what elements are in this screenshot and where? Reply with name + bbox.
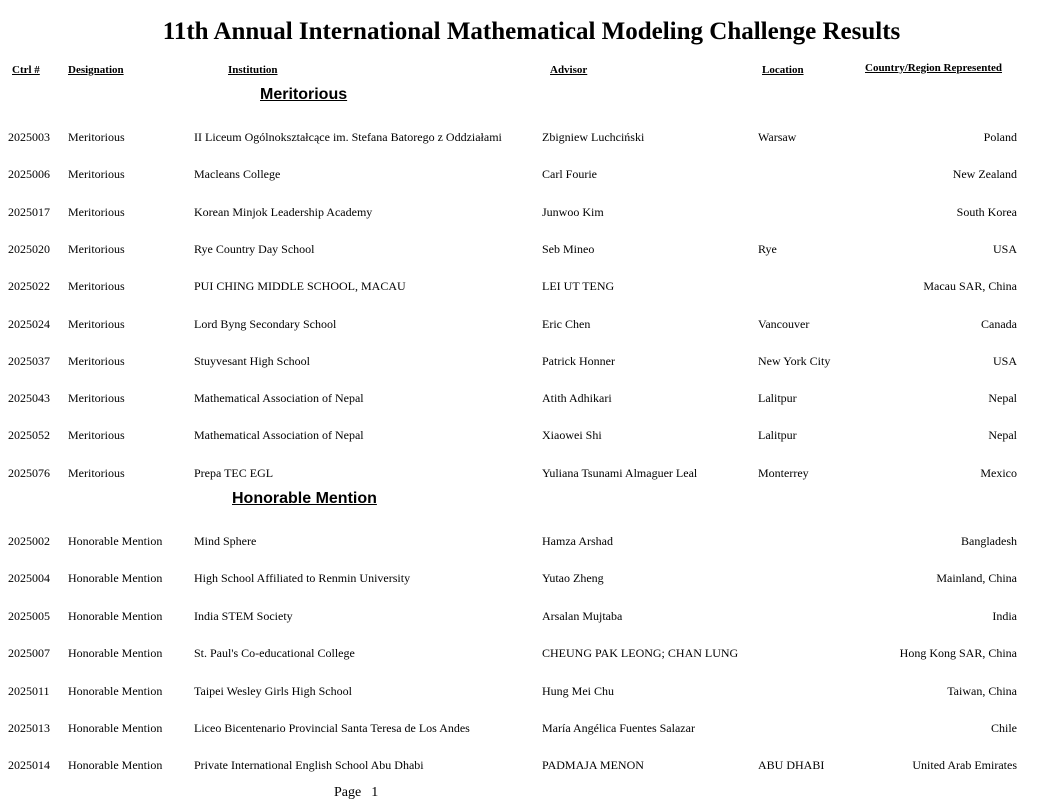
cell-location: Warsaw — [758, 130, 797, 144]
cell-advisor: Arsalan Mujtaba — [542, 608, 623, 623]
header-location: Location — [762, 64, 804, 76]
cell-institution: Liceo Bicentenario Provincial Santa Teresa de Los Andes — [194, 721, 470, 735]
table-row — [0, 466, 1043, 486]
cell-location: Rye — [758, 241, 777, 256]
table-row — [0, 428, 1043, 448]
cell-designation: Meritorious — [68, 391, 125, 406]
cell-ctrl: 2025020 — [8, 241, 50, 256]
cell-location: Lalitpur — [758, 428, 797, 443]
cell-location: Lalitpur — [758, 391, 797, 406]
page-number: 1 — [371, 785, 379, 800]
cell-ctrl: 2025002 — [8, 534, 50, 548]
table-row — [0, 721, 1043, 741]
cell-institution: Macleans College — [194, 167, 281, 182]
cell-advisor: Xiaowei Shi — [542, 428, 602, 443]
table-row — [0, 684, 1043, 704]
cell-advisor: Hamza Arshad — [542, 534, 613, 548]
table-row — [0, 758, 1043, 778]
cell-institution: India STEM Society — [194, 608, 293, 623]
cell-ctrl: 2025024 — [8, 316, 50, 331]
cell-advisor: Hung Mei Chu — [542, 683, 614, 698]
cell-ctrl: 2025013 — [8, 721, 50, 735]
table-row — [0, 354, 1043, 374]
header-designation: Designation — [68, 64, 124, 76]
cell-institution: Stuyvesant High School — [194, 353, 310, 368]
cell-designation: Meritorious — [68, 353, 125, 368]
cell-advisor: Patrick Honner — [542, 353, 615, 368]
cell-location: Vancouver — [758, 316, 810, 331]
cell-advisor: Junwoo Kim — [542, 204, 604, 219]
cell-country: Poland — [983, 130, 1017, 144]
cell-advisor: CHEUNG PAK LEONG; CHAN LUNG — [542, 646, 739, 661]
cell-ctrl: 2025076 — [8, 465, 50, 480]
header-advisor: Advisor — [550, 64, 588, 76]
cell-ctrl: 2025003 — [8, 130, 50, 144]
cell-institution: PUI CHING MIDDLE SCHOOL, MACAU — [194, 279, 406, 294]
cell-country: South Korea — [956, 204, 1017, 219]
cell-advisor: LEI UT TENG — [542, 279, 615, 294]
cell-advisor: PADMAJA MENON — [542, 758, 644, 773]
cell-institution: Prepa TEC EGL — [194, 465, 274, 480]
cell-location: New York City — [758, 353, 831, 368]
cell-advisor: Zbigniew Luchciński — [542, 130, 645, 144]
cell-institution: St. Paul's Co-educational College — [194, 646, 355, 661]
cell-country: United Arab Emirates — [912, 758, 1017, 773]
cell-institution: II Liceum Ogólnokształcące im. Stefana Batorego z Oddziałami — [194, 130, 502, 144]
cell-advisor: Eric Chen — [542, 316, 591, 331]
cell-advisor: Seb Mineo — [542, 241, 595, 256]
cell-country: Mexico — [980, 465, 1017, 480]
cell-location: ABU DHABI — [758, 758, 825, 773]
table-row — [0, 534, 1043, 554]
cell-country: Canada — [981, 316, 1017, 331]
cell-country: USA — [992, 353, 1017, 368]
cell-location: Monterrey — [758, 465, 809, 480]
table-row — [0, 609, 1043, 629]
cell-country: Chile — [991, 721, 1017, 735]
header-institution: Institution — [228, 64, 278, 76]
cell-institution: Taipei Wesley Girls High School — [194, 683, 352, 698]
cell-designation: Honorable Mention — [68, 608, 163, 623]
cell-country: Bangladesh — [961, 534, 1017, 548]
page-label: Page — [334, 785, 362, 800]
cell-advisor: Carl Fourie — [542, 167, 597, 182]
cell-ctrl: 2025014 — [8, 758, 50, 773]
cell-designation: Honorable Mention — [68, 571, 163, 586]
cell-designation: Honorable Mention — [68, 683, 163, 698]
cell-designation: Meritorious — [68, 465, 125, 480]
cell-institution: Lord Byng Secondary School — [194, 316, 337, 331]
cell-designation: Meritorious — [68, 428, 125, 443]
table-row — [0, 391, 1043, 411]
cell-ctrl: 2025006 — [8, 167, 50, 182]
cell-ctrl: 2025037 — [8, 353, 50, 368]
cell-designation: Honorable Mention — [68, 534, 163, 548]
cell-country: Nepal — [988, 391, 1017, 406]
cell-ctrl: 2025005 — [8, 608, 50, 623]
cell-advisor: Atith Adhikari — [542, 391, 612, 406]
cell-country: New Zealand — [952, 167, 1017, 182]
page-title: 11th Annual International Mathematical Modeling Challenge Results — [162, 18, 901, 45]
cell-advisor: María Angélica Fuentes Salazar — [542, 721, 695, 735]
cell-ctrl: 2025017 — [8, 204, 50, 219]
cell-ctrl: 2025011 — [8, 683, 50, 698]
section-heading-meritorious: Meritorious — [260, 86, 348, 103]
table-row — [0, 242, 1043, 262]
table-row — [0, 279, 1043, 299]
cell-institution: Korean Minjok Leadership Academy — [194, 204, 373, 219]
cell-country: Hong Kong SAR, China — [899, 646, 1017, 661]
cell-designation: Meritorious — [68, 279, 125, 294]
cell-advisor: Yutao Zheng — [542, 571, 604, 586]
cell-country: Mainland, China — [936, 571, 1017, 586]
section-heading-honorable-mention: Honorable Mention — [232, 490, 377, 507]
cell-country: USA — [992, 241, 1017, 256]
cell-designation: Meritorious — [68, 204, 125, 219]
cell-institution: Mathematical Association of Nepal — [194, 391, 364, 406]
cell-designation: Honorable Mention — [68, 721, 163, 735]
cell-designation: Meritorious — [68, 316, 125, 331]
cell-country: India — [992, 608, 1017, 623]
cell-ctrl: 2025007 — [8, 646, 50, 661]
cell-institution: Mathematical Association of Nepal — [194, 428, 364, 443]
cell-institution: Rye Country Day School — [194, 241, 315, 256]
cell-ctrl: 2025022 — [8, 279, 50, 294]
cell-designation: Meritorious — [68, 167, 125, 182]
table-row — [0, 646, 1043, 666]
cell-ctrl: 2025052 — [8, 428, 50, 443]
header-country: Country/Region Represented — [865, 62, 1002, 74]
cell-country: Taiwan, China — [947, 683, 1017, 698]
cell-ctrl: 2025004 — [8, 571, 50, 586]
cell-designation: Honorable Mention — [68, 758, 163, 773]
cell-designation: Meritorious — [68, 241, 125, 256]
table-row — [0, 317, 1043, 337]
cell-institution: High School Affiliated to Renmin University — [194, 571, 411, 586]
cell-institution: Mind Sphere — [194, 534, 257, 548]
table-row — [0, 167, 1043, 187]
cell-country: Macau SAR, China — [923, 279, 1017, 294]
cell-designation: Meritorious — [68, 130, 125, 144]
table-row — [0, 130, 1043, 150]
cell-country: Nepal — [988, 428, 1017, 443]
header-ctrl: Ctrl # — [12, 64, 40, 76]
cell-advisor: Yuliana Tsunami Almaguer Leal — [542, 465, 698, 480]
page-footer — [334, 785, 388, 801]
table-row — [0, 205, 1043, 225]
cell-institution: Private International English School Abu Dhabi — [194, 758, 424, 773]
cell-designation: Honorable Mention — [68, 646, 163, 661]
cell-ctrl: 2025043 — [8, 391, 50, 406]
table-row — [0, 571, 1043, 591]
